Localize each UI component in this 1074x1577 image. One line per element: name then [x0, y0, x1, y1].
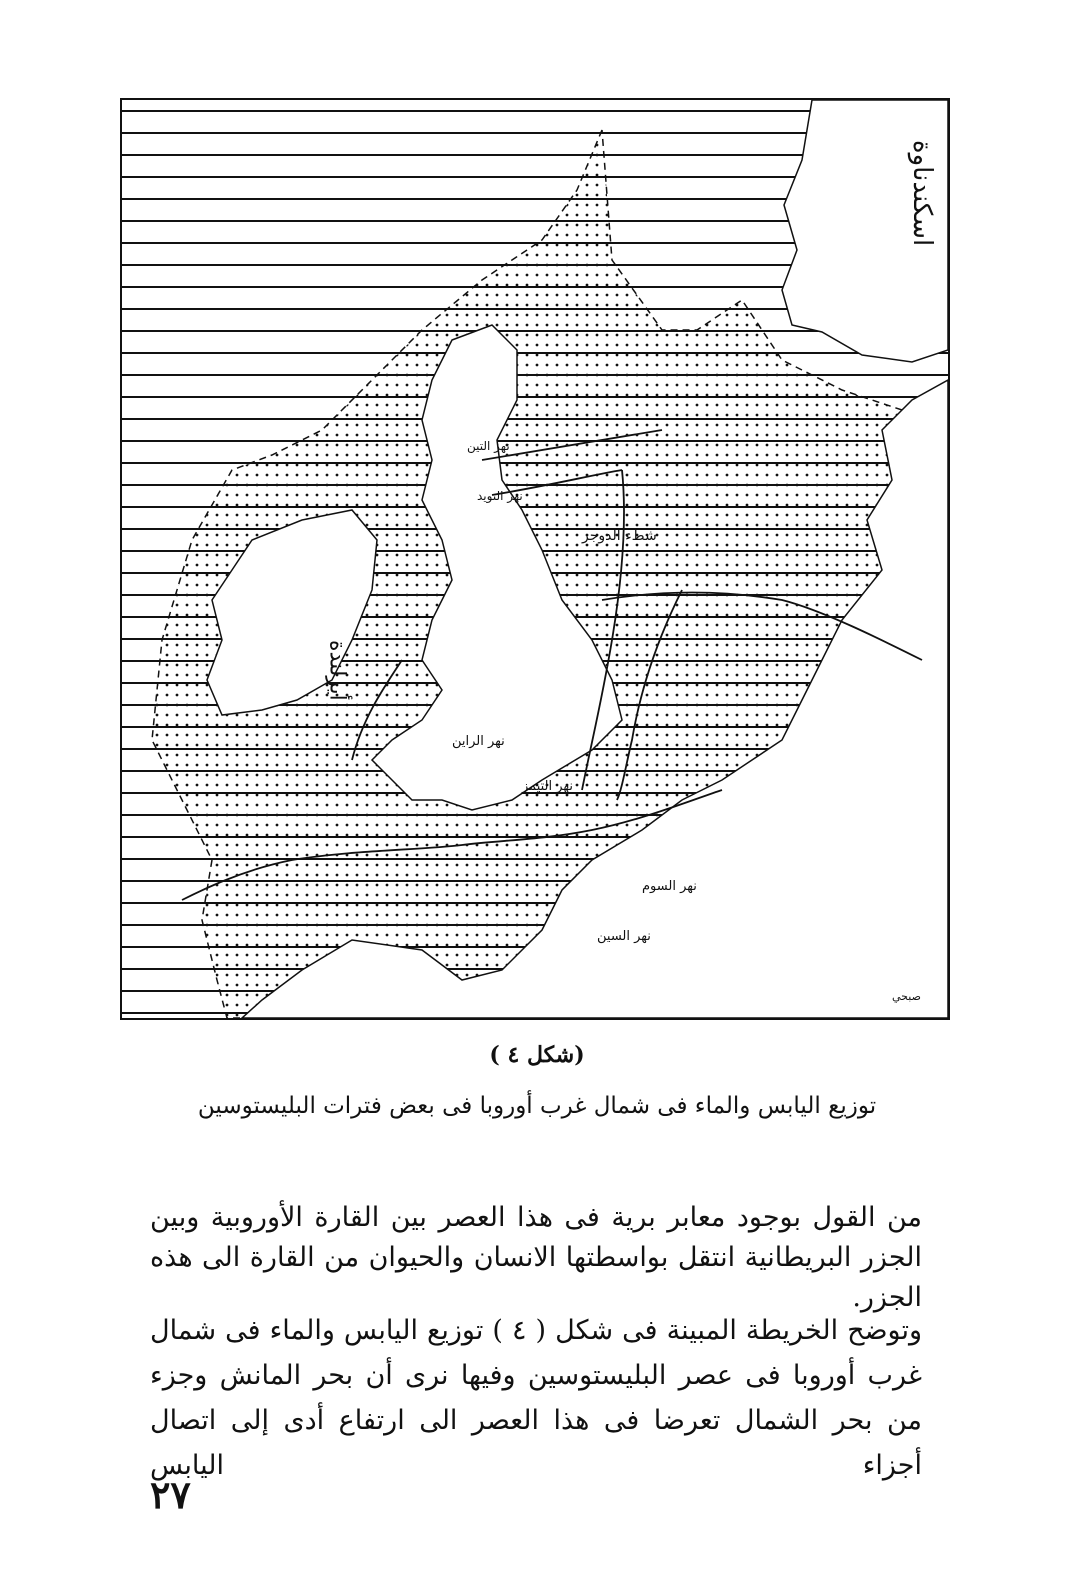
label-ireland: أيرلندة [324, 640, 350, 701]
map-figure [120, 98, 950, 1020]
figure-caption: توزيع اليابس والماء فى شمال غرب أوروبا فى بعض فترات البليستوسين [197, 1093, 877, 1119]
label-tyne: نهر التين [467, 439, 510, 453]
paragraph-2: وتوضح الخريطة المبينة فى شكل ( ٤ ) توزيع اليابس والماء فى شمال غرب أوروبا فى عصر البليستوسين وفيها نرى أن بحر المانش وجزء من بحر الشمال تعرضا فى هذا العصر الى ارتفاع أدى إلى اتصال أجزاء اليابس [150, 1315, 922, 1481]
label-artist: صبحي [892, 990, 921, 1003]
label-scandinavia: اسكندناوة [907, 140, 937, 247]
label-tweed: نهر التويد [477, 489, 523, 503]
figure-number: (شكل ٤ ) [489, 1042, 585, 1068]
label-rhine: نهر الراين [452, 734, 505, 749]
label-dogger: شطء الدوجر [582, 528, 657, 544]
page-number: ٢٧ [150, 1472, 191, 1517]
label-seine: نهر السين [597, 929, 651, 944]
label-somme: نهر السوم [642, 879, 697, 894]
map-svg [122, 100, 948, 1018]
label-thames: نهر التيمز [522, 779, 574, 794]
paragraph-1: من القول بوجود معابر برية فى هذا العصر بين القارة الأوروبية وبين الجزر البريطانية انتقل بواسطتها الانسان والحيوان من القارة الى هذه الجزر. [150, 1202, 922, 1313]
